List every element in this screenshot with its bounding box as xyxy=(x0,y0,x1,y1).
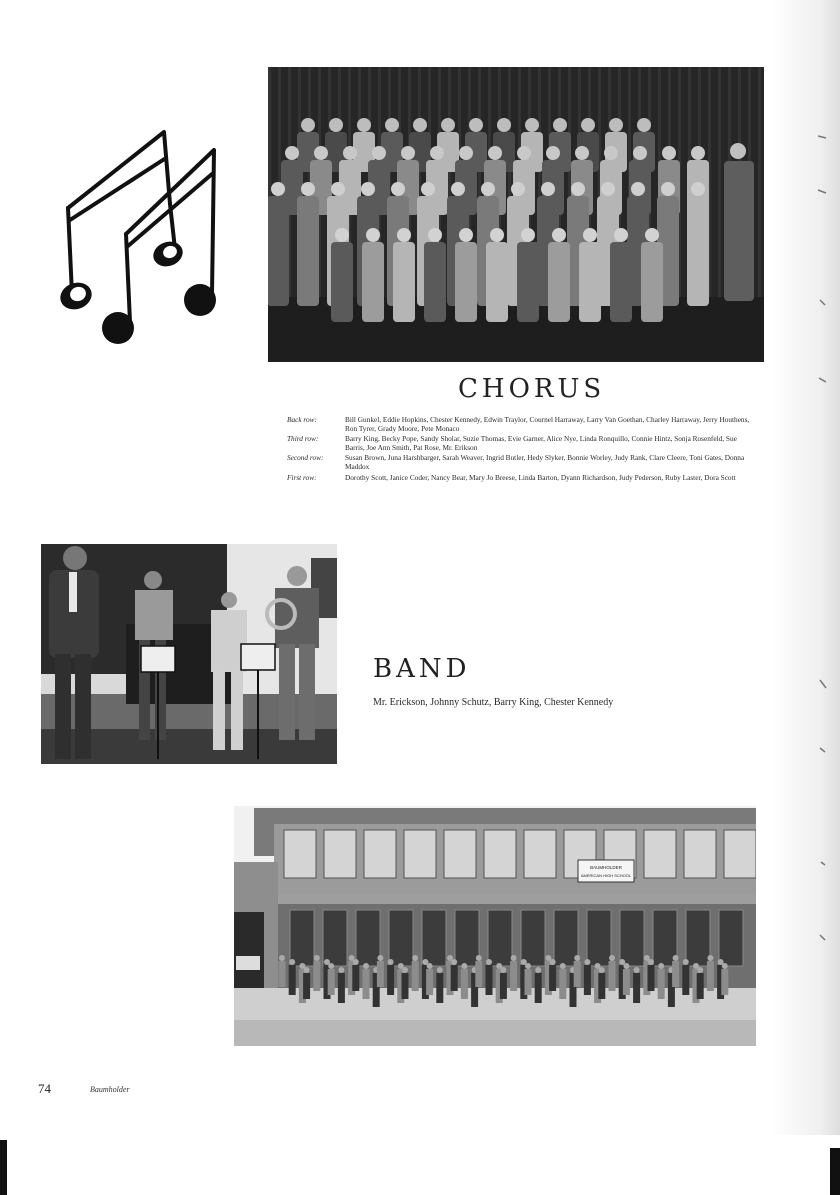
row-names: Dorothy Scott, Janice Coder, Nancy Bear, Mary Jo Breese, Linda Barton, Dyann Richardson, Judy Pederson, Ruby Laster, Dora Scott xyxy=(345,472,736,482)
caption-row-first xyxy=(287,474,757,483)
row-label: Second row: xyxy=(287,453,324,463)
caption-row-third xyxy=(287,435,757,452)
chorus-heading: CHORUS xyxy=(458,374,606,404)
row-label: First row: xyxy=(287,472,317,482)
row-names: Barry King, Becky Pope, Sandy Sholar, Suzie Thomas, Evie Garner, Alice Nye, Linda Ronquillo, Connie Hintz, Sonja Rosenfeld, Sue Barris, Joe Ann Smith, Pat Rose, Mr. Erikson xyxy=(345,434,737,452)
row-names: Bill Gunkel, Eddie Hopkins, Chester Kennedy, Edwin Traylor, Cournel Harraway, Larry Van Goethan, Charley Harraway, Jerry Houthens, Ron Tyrer, Grady Moore, Pete Monaco xyxy=(345,415,750,433)
row-label: Back row: xyxy=(287,415,317,424)
caption-row-second xyxy=(287,454,757,471)
page-number: 74 xyxy=(38,1081,51,1096)
scan-edge-mark xyxy=(830,1148,840,1195)
chorus-group-photo xyxy=(268,67,764,362)
chorus-caption xyxy=(287,416,757,484)
band-heading: BAND xyxy=(373,654,471,684)
school-sign-line1: BAUMHOLDER xyxy=(590,865,622,870)
page-edge-shadow xyxy=(770,0,840,1135)
scan-edge-mark xyxy=(0,1140,7,1195)
school-building-photo xyxy=(234,806,756,1046)
music-notes-illustration xyxy=(52,126,222,351)
band-caption: Mr. Erickson, Johnny Schutz, Barry King, Chester Kennedy xyxy=(373,697,614,708)
band-photo xyxy=(41,544,337,764)
caption-row-back xyxy=(287,416,757,433)
school-sign-line2: AMERICAN HIGH SCHOOL xyxy=(580,873,632,878)
publication-name: Baumholder xyxy=(90,1085,130,1094)
page-bottom-area xyxy=(0,1135,840,1195)
row-names: Susan Brown, Juna Harshbarger, Sarah Weaver, Ingrid Butler, Hedy Slyker, Bonnie Worley, Judy Rank, Clare Cleere, Toni Gates, Donna Maddox xyxy=(345,453,745,471)
row-label: Third row: xyxy=(287,434,319,444)
page-edge-marks xyxy=(816,0,828,1135)
